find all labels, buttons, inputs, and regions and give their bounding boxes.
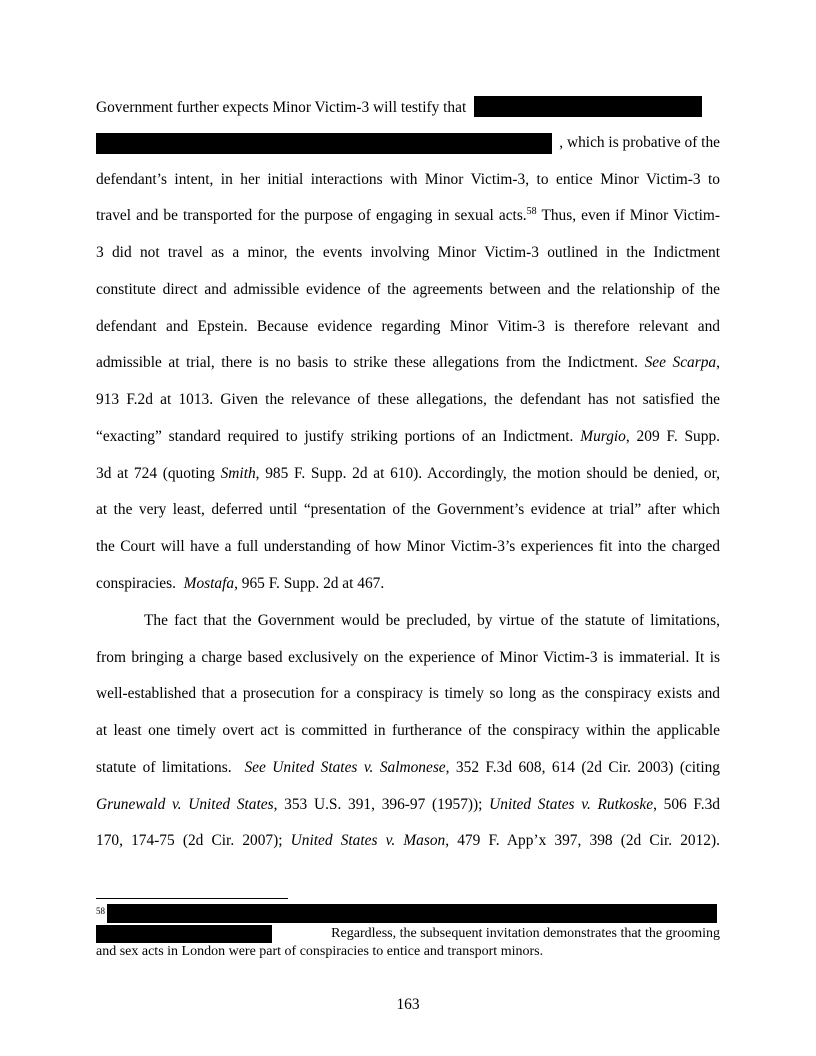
- body-text: Government further expects Minor Victim-3 will testify that: [96, 99, 467, 116]
- footnote-number: 58: [96, 906, 105, 916]
- body-text: 3d at 724 (quoting: [96, 465, 215, 482]
- footnote-line-3: [96, 943, 720, 960]
- page-number: 163: [396, 996, 420, 1013]
- body-text: Thus, even if Minor Victim-: [536, 207, 720, 224]
- body-line-11: [96, 464, 720, 484]
- body-line-15: [144, 611, 720, 631]
- body-text: conspiracies.: [96, 575, 176, 592]
- body-text: , 209 F. Supp.: [625, 428, 720, 445]
- body-line-6: [96, 280, 720, 300]
- case-citation: Smith: [220, 465, 256, 482]
- body-text: from bringing a charge based exclusively on the experience of Minor Victim-3 is immaterial. It is: [96, 649, 720, 666]
- case-citation: United States v. Rutkoske: [489, 796, 654, 813]
- redaction-block: [474, 96, 702, 117]
- redaction-block: [96, 925, 272, 943]
- body-line-9: [96, 390, 720, 410]
- redaction-block: [107, 904, 717, 923]
- body-line-3: [96, 170, 720, 190]
- body-line-5: [96, 243, 720, 263]
- body-text: “exacting” standard required to justify striking portions of an Indictment.: [96, 428, 574, 445]
- body-line-12: [96, 500, 720, 520]
- case-citation: Mostafa: [183, 575, 235, 592]
- body-line-14: [96, 574, 720, 594]
- body-line-1: [96, 96, 720, 116]
- footnote-line-2: [96, 925, 720, 944]
- case-citation: United States v. Mason: [290, 832, 446, 849]
- body-text: defendant and Epstein. Because evidence regarding Minor Vitim-3 is therefore relevant and: [96, 318, 720, 335]
- redaction-block: [96, 133, 552, 154]
- body-line-8: [96, 353, 720, 373]
- body-line-17: [96, 684, 720, 704]
- footnote-separator: [96, 898, 288, 899]
- body-text: The fact that the Government would be precluded, by virtue of the statute of limitations,: [144, 612, 720, 629]
- body-line-20: [96, 795, 720, 815]
- body-text: statute of limitations.: [96, 759, 232, 776]
- body-text: , 985 F. Supp. 2d at 610). Accordingly, the motion should be denied, or,: [255, 465, 720, 482]
- body-text: , 965 F. Supp. 2d at 467.: [234, 575, 385, 592]
- body-line-7: [96, 317, 720, 337]
- body-text: 170, 174-75 (2d Cir. 2007);: [96, 832, 283, 849]
- footnote-text: Regardless, the subsequent invitation demonstrates that the grooming: [331, 926, 720, 941]
- body-text: 913 F.2d at 1013. Given the relevance of these allegations, the defendant has not satisfied the: [96, 391, 720, 408]
- body-text: , which is probative of the: [559, 134, 720, 151]
- body-line-18: [96, 721, 720, 741]
- body-text: 3 did not travel as a minor, the events involving Minor Victim-3 outlined in the Indictment: [96, 244, 720, 261]
- body-text: travel and be transported for the purpose of engaging in sexual acts.: [96, 207, 527, 224]
- body-line-19: [96, 758, 720, 778]
- body-text: ,: [716, 354, 720, 371]
- body-text: admissible at trial, there is no basis to strike these allegations from the Indictment.: [96, 354, 638, 371]
- body-line-21: [96, 831, 720, 851]
- body-line-10: [96, 427, 720, 447]
- body-text: at the very least, deferred until “presentation of the Government’s evidence at trial” after which: [96, 501, 720, 518]
- body-text: the Court will have a full understanding of how Minor Victim-3’s experiences fit into the charged: [96, 538, 720, 555]
- body-line-13: [96, 537, 720, 557]
- footnote-text: and sex acts in London were part of conspiracies to entice and transport minors.: [96, 944, 544, 959]
- body-line-2: [96, 133, 720, 153]
- body-line-4: [96, 206, 720, 226]
- body-text: defendant’s intent, in her initial interactions with Minor Victim-3, to entice Minor Victim-3 to: [96, 171, 720, 188]
- body-text: , 506 F.3d: [653, 796, 720, 813]
- body-text: , 479 F. App’x 397, 398 (2d Cir. 2012).: [445, 832, 720, 849]
- case-citation: See Scarpa: [644, 354, 717, 371]
- body-line-16: [96, 648, 720, 668]
- footnote-reference[interactable]: 58: [526, 206, 537, 217]
- body-text: well-established that a prosecution for a conspiracy is timely so long as the conspiracy exists and: [96, 685, 720, 702]
- body-text: , 353 U.S. 391, 396-97 (1957));: [273, 796, 483, 813]
- case-citation: Grunewald v. United States: [96, 796, 274, 813]
- case-citation: See United States v. Salmonese: [244, 759, 446, 776]
- body-text: at least one timely overt act is committed in furtherance of the conspiracy within the applicable: [96, 722, 720, 739]
- body-text: , 352 F.3d 608, 614 (2d Cir. 2003) (citing: [445, 759, 720, 776]
- footnote-line-1: [96, 903, 720, 924]
- case-citation: Murgio: [580, 428, 626, 445]
- body-text: constitute direct and admissible evidence of the agreements between and the relationship of the: [96, 281, 720, 298]
